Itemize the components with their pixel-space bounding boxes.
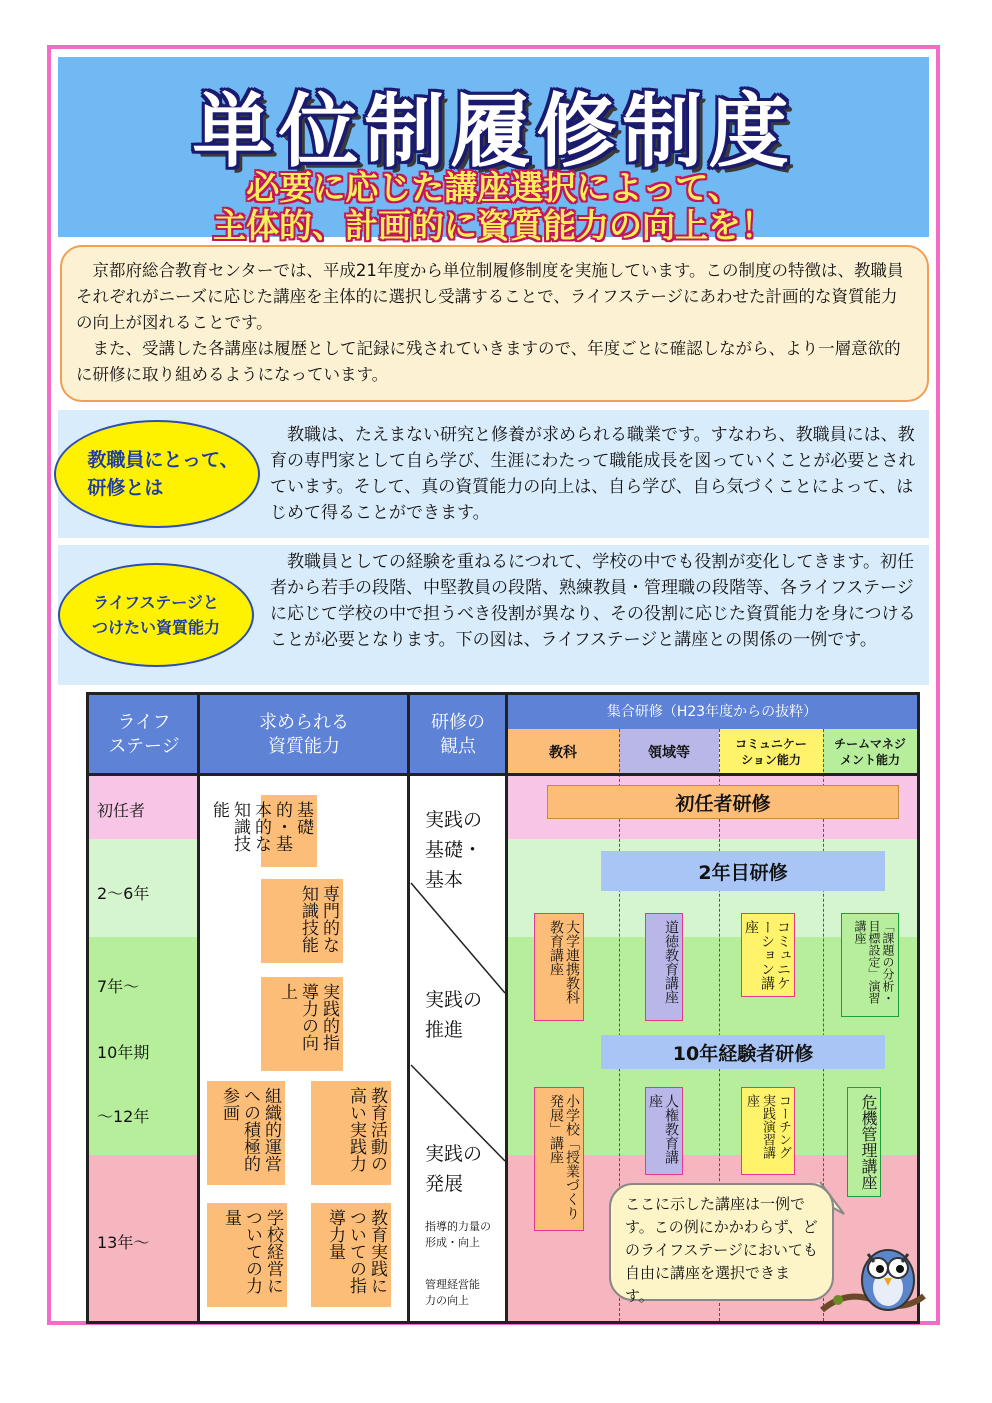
viewpoint-development: 実践の 発展 xyxy=(425,1143,483,1195)
stage-label: ～12年 xyxy=(97,1107,150,1126)
section-label-line-1: ライフステージと xyxy=(93,593,219,612)
intro-box xyxy=(60,245,929,402)
stage-label: 7年～ xyxy=(97,977,140,996)
course-box: 「課題の分析・目標設定」演習講座 xyxy=(841,913,899,1017)
ability-box: 組織的運営への積極的参画 xyxy=(207,1081,285,1185)
section-training-meaning xyxy=(58,410,929,538)
intro-paragraph-2: また、受講した各講座は履歴として記録に残されていきますので、年度ごとに確認しながら、より一層意欲的に研修に取り組めるようになっています。 xyxy=(76,339,901,384)
viewpoint-promotion: 実践の 推進 xyxy=(425,989,483,1041)
course-box: 人権教育講座 xyxy=(645,1087,683,1175)
viewpoint-leadership: 指導的力量の 形成・向上 xyxy=(425,1220,491,1249)
page-subtitle xyxy=(58,169,929,245)
course-box: 危機管理講座 xyxy=(847,1087,881,1197)
ability-box: 学校経営についての力量 xyxy=(207,1203,287,1307)
section-label-oval xyxy=(58,563,254,667)
bar-second-year: 2年目研修 xyxy=(601,851,885,891)
subtitle-line-1: 必要に応じた講座選択によって、 xyxy=(246,168,741,207)
ability-box: 専門的な知識技能 xyxy=(261,879,343,963)
header-ability: 求められる 資質能力 xyxy=(199,695,409,775)
header-ryoiki: 領域等 xyxy=(619,729,719,775)
hero-banner xyxy=(58,57,929,245)
section-text-body: 教職員としての経験を重ねるにつれて、学校の中でも役割が変化してきます。初任者から若手の段階、中堅教員の段階、熟練教員・管理職の段階等、各ライフステージに応じて学校の中で担うべき役割が異なり、その役割に応じた資質能力を身につけることが必要となります。下の図は、ライフステージと講座との関係の一例です。 xyxy=(270,552,916,650)
header-communication: コミュニケー ション能力 xyxy=(719,729,823,775)
course-box: 大学連携教科教育講座 xyxy=(534,913,584,1021)
subtitle-line-2: 主体的、計画的に資質能力の向上を！ xyxy=(213,206,774,245)
viewpoint-management: 管理経営能 力の向上 xyxy=(425,1278,480,1307)
intro-paragraph-1: 京都府総合教育センターでは、平成21年度から単位制履修制度を実施しています。この制度の特徴は、教職員それぞれがニーズに応じた講座を主体的に選択し受講することで、ライフステージにあわせた計画的な資質能力の向上が図れることです。 xyxy=(76,261,904,332)
stage-label: 13年～ xyxy=(97,1233,150,1252)
section-label-oval xyxy=(54,420,260,528)
owl-mascot-icon xyxy=(818,1240,928,1322)
section-label-line-2: つけたい資質能力 xyxy=(91,618,220,637)
course-box: 道徳教育講座 xyxy=(645,913,683,1021)
header-team: チームマネジ メント能力 xyxy=(823,729,917,775)
section-lifestage xyxy=(58,545,929,685)
note-bubble: ここに示した講座は一例です。この例にかかわらず、どのライフステージにおいても自由に講座を選択できます。 xyxy=(609,1183,834,1301)
bar-first-year: 初任者研修 xyxy=(547,785,899,819)
ability-box: 教育実践についての指導力量 xyxy=(311,1203,391,1307)
ability-box: 教育活動の高い実践力 xyxy=(311,1081,391,1185)
bar-tenth-year: 10年経験者研修 xyxy=(601,1035,885,1069)
course-box: コーチング実践演習講座 xyxy=(741,1087,795,1175)
header-kyoka: 教科 xyxy=(507,729,619,775)
course-box: コミュニケーション講座 xyxy=(741,913,795,997)
stage-label: 2～6年 xyxy=(97,884,150,903)
ability-box: 実践的指導力の向上 xyxy=(261,977,343,1071)
section-text-body: 教職は、たえまない研究と修養が求められる職業です。すなわち、教職員には、教育の専門家として自ら学び、生涯にわたって職能成長を図っていくことが必要とされています。そして、真の資質能力の向上は、自ら学び、自ら気づくことによって、はじめて得ることができます。 xyxy=(270,425,916,523)
section-text xyxy=(270,549,922,653)
viewpoint-basic: 実践の 基礎・ 基本 xyxy=(425,809,483,891)
stage-label: 10年期 xyxy=(97,1043,150,1062)
stage-label: 初任者 xyxy=(97,801,146,820)
header-group-training: 集合研修（H23年度からの抜粋） xyxy=(507,695,917,729)
section-label-line-2: 研修とは xyxy=(87,477,164,499)
page-title: 単位制履修制度 xyxy=(192,85,795,178)
ability-box: 基礎的・基本的な知識技能 xyxy=(261,795,317,867)
header-stage: ライフ ステージ xyxy=(89,695,199,775)
section-label-line-1: 教職員にとって、 xyxy=(87,449,239,471)
section-text xyxy=(270,422,922,526)
header-viewpoint: 研修の 観点 xyxy=(409,695,507,775)
col-separator xyxy=(197,695,200,1321)
course-box: 小学校「授業づくり発展」講座 xyxy=(534,1087,584,1231)
